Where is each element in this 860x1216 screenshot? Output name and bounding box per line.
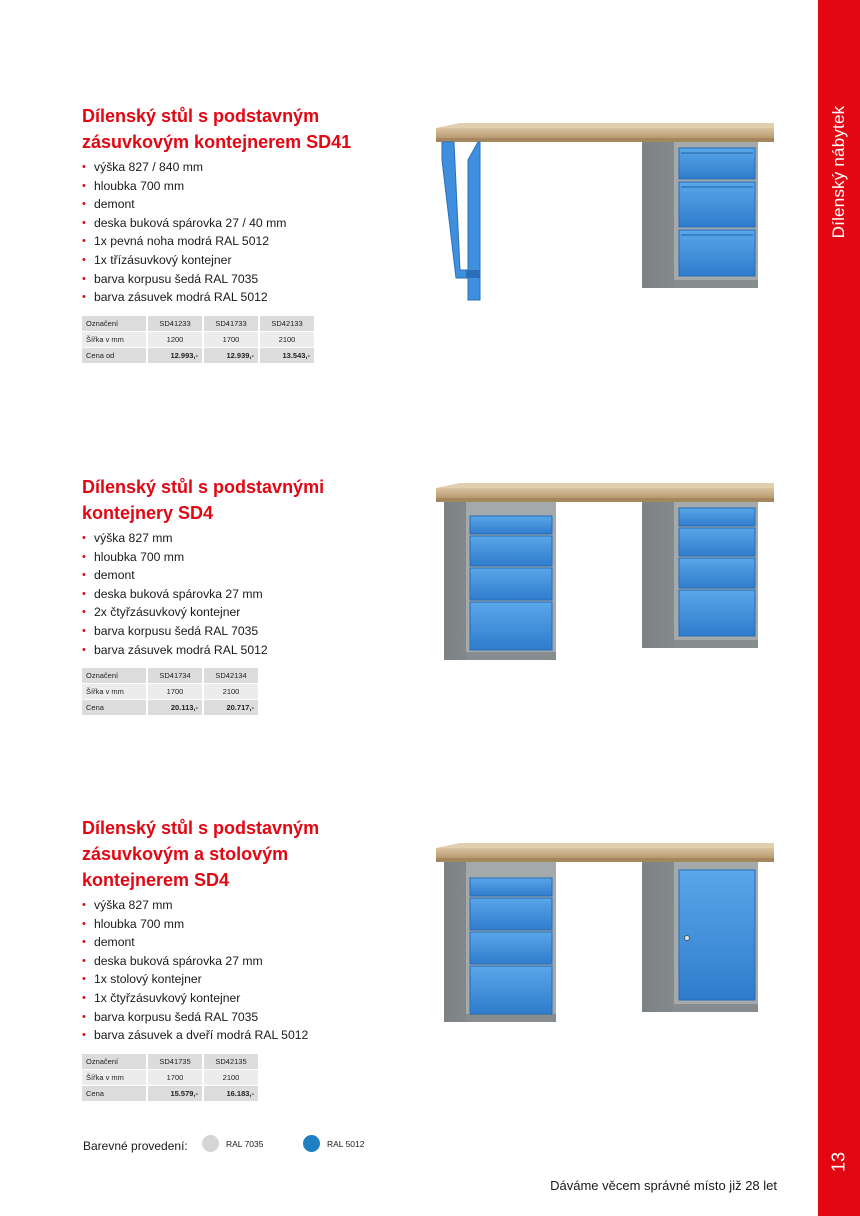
table-cell: 2100 [260,332,314,348]
spec-item: • demont [82,566,412,585]
table-cell: 1700 [204,332,258,348]
color-swatch [202,1135,219,1152]
table-cell: 2100 [204,1070,258,1086]
price-table [80,1054,260,1102]
spec-item: • výška 827 / 840 mm [82,158,412,177]
spec-item: • barva korpusu šedá RAL 7035 [82,1008,412,1027]
spec-item: • 2x čtyřzásuvkový kontejner [82,603,412,622]
table-row [82,348,314,364]
section-title [82,474,412,526]
spec-item: • barva korpusu šedá RAL 7035 [82,622,412,641]
spec-item: • demont [82,195,412,214]
colors-label: Barevné provedení: [83,1139,188,1153]
table-row [82,316,314,332]
spec-item: • barva korpusu šedá RAL 7035 [82,270,412,289]
table-cell: SD42133 [260,316,314,332]
table-cell: Šířka v mm [82,1070,146,1086]
section-title [82,103,412,155]
table-cell: SD41733 [204,316,258,332]
spec-item: • hloubka 700 mm [82,177,412,196]
table-row [82,684,258,700]
table-cell: SD41233 [148,316,202,332]
spec-item: • deska buková spárovka 27 mm [82,585,412,604]
table-cell: SD42134 [204,668,258,684]
spec-item: • deska buková spárovka 27 / 40 mm [82,214,412,233]
table-row [82,668,258,684]
spec-item: • 1x stolový kontejner [82,970,412,989]
title-line: kontejnery SD4 [82,503,214,523]
table-cell: 12.939,- [204,348,258,364]
table-cell: Označení [82,1054,146,1070]
table-cell: 1200 [148,332,202,348]
footer-tagline: Dáváme věcem správné místo již 28 let [550,1178,777,1193]
product-image-sd4 [430,480,780,665]
title-line: Dílenský stůl s podstavným [82,106,320,126]
title-line: Dílenský stůl s podstavnými [82,477,325,497]
table-cell: 12.993,- [148,348,202,364]
title-line: zásuvkovým a stolovým [82,844,289,864]
spec-item: • 1x čtyřzásuvkový kontejner [82,989,412,1008]
table-cell: 16.183,- [204,1086,258,1102]
title-line: kontejnerem SD4 [82,870,230,890]
table-cell: 2100 [204,684,258,700]
spec-item: • výška 827 mm [82,529,412,548]
section-title [82,815,412,893]
table-row [82,1054,258,1070]
table-cell: SD41734 [148,668,202,684]
title-line: zásuvkovým kontejnerem SD41 [82,132,352,152]
spec-item: • deska buková spárovka 27 mm [82,952,412,971]
sidebar-title: Dílenský nábytek [829,105,848,239]
product-section-sd4 [82,474,412,716]
title-line: Dílenský stůl s podstavným [82,818,320,838]
spec-item: • hloubka 700 mm [82,548,412,567]
table-row [82,700,258,716]
table-row [82,332,314,348]
spec-list [82,158,412,307]
table-cell: Cena [82,700,146,716]
table-cell: Šířka v mm [82,332,146,348]
table-cell: Cena [82,1086,146,1102]
spec-item: • výška 827 mm [82,896,412,915]
table-cell: Označení [82,316,146,332]
table-cell: SD41735 [148,1054,202,1070]
product-image-sd41 [430,120,780,305]
table-cell: SD42135 [204,1054,258,1070]
spec-item: • barva zásuvek modrá RAL 5012 [82,641,412,660]
product-section-sd4-door [82,815,412,1102]
price-table [80,668,260,716]
price-table [80,316,316,364]
table-cell: 20.113,- [148,700,202,716]
table-cell: 20.717,- [204,700,258,716]
table-cell: 1700 [148,1070,202,1086]
spec-item: • barva zásuvek a dveří modrá RAL 5012 [82,1026,412,1045]
table-cell: Šířka v mm [82,684,146,700]
table-cell: 15.579,- [148,1086,202,1102]
color-swatch [303,1135,320,1152]
page-number: 13 [828,1151,849,1173]
table-cell: Cena od [82,348,146,364]
spec-item: • demont [82,933,412,952]
swatch-label: RAL 7035 [226,1139,264,1149]
table-cell: 1700 [148,684,202,700]
product-image-sd4-door [430,840,780,1025]
spec-list [82,896,412,1045]
spec-item: • hloubka 700 mm [82,915,412,934]
swatch-label: RAL 5012 [327,1139,365,1149]
table-row [82,1070,258,1086]
spec-item: • 1x pevná noha modrá RAL 5012 [82,232,412,251]
spec-list [82,529,412,659]
spec-item: • 1x třízásuvkový kontejner [82,251,412,270]
spec-item: • barva zásuvek modrá RAL 5012 [82,288,412,307]
table-cell: Označení [82,668,146,684]
table-row [82,1086,258,1102]
product-section-sd41 [82,103,412,364]
sidebar [818,0,860,1216]
table-cell: 13.543,- [260,348,314,364]
